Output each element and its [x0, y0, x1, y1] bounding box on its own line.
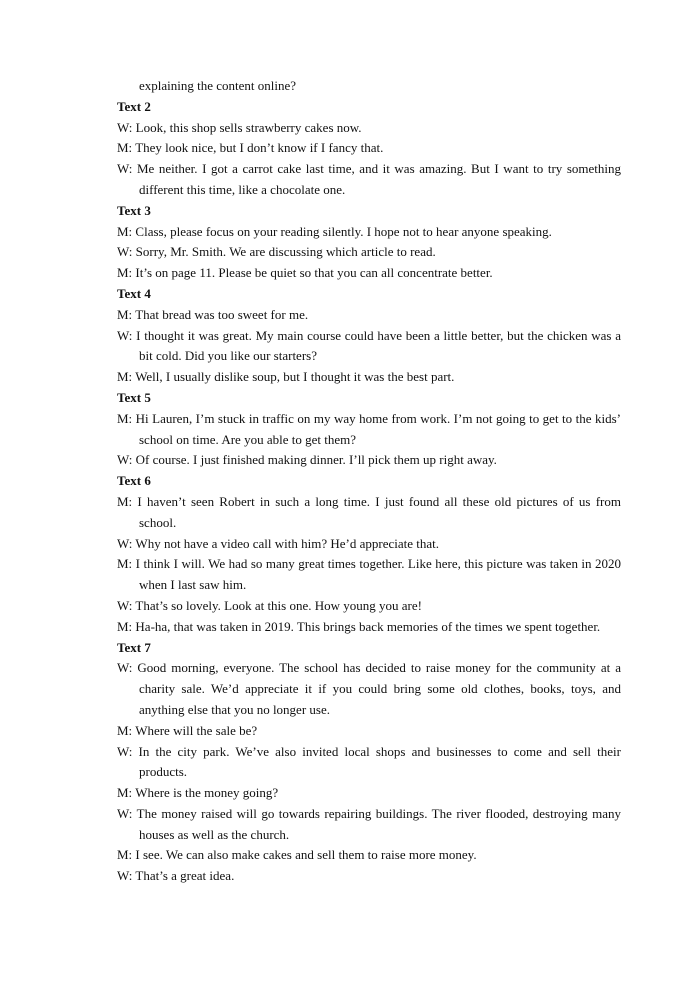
continuation-line: explaining the content online?	[139, 78, 297, 93]
dialogue-line	[117, 534, 621, 555]
dialogue-text: Hi Lauren, I’m stuck in traffic on my way home from work. I’m not going to get to the kids’ school on time. Are you able to get them?	[135, 410, 621, 447]
dialogue-line	[117, 783, 621, 804]
dialogue-line	[117, 617, 621, 638]
section-heading: Text 7	[117, 639, 151, 655]
document-page	[117, 76, 621, 887]
speaker-label: M:	[117, 410, 133, 426]
section-heading: Text 5	[117, 389, 151, 405]
dialogue-line	[117, 367, 621, 388]
dialogue-text: It’s on page 11. Please be quiet so that you can all concentrate better.	[135, 265, 493, 281]
speaker-label: M:	[117, 785, 133, 801]
dialogue-line	[117, 305, 621, 326]
speaker-label: W:	[117, 119, 133, 135]
speaker-label: W:	[117, 597, 133, 613]
dialogue-text: Me neither. I got a carrot cake last time, and it was amazing. But I want to try something different this time, like a chocolate one.	[136, 161, 622, 197]
dialogue-line	[117, 222, 621, 243]
dialogue-text: Class, please focus on your reading silently. I hope not to hear anyone speaking.	[135, 223, 552, 239]
dialogue-line	[117, 596, 621, 617]
dialogue-text: I think I will. We had so many great times together. Like here, this picture was taken in 2020 when I last saw him.	[135, 556, 622, 593]
dialogue-text: I see. We can also make cakes and sell them to raise more money.	[135, 847, 477, 863]
dialogue-text: Ha-ha, that was taken in 2019. This brings back memories of the times we spent together.	[135, 618, 601, 634]
speaker-label: W:	[117, 743, 133, 759]
speaker-label: W:	[117, 244, 133, 260]
dialogue-text: Well, I usually dislike soup, but I thought it was the best part.	[135, 369, 455, 385]
dialogue-text: That’s a great idea.	[135, 868, 235, 884]
dialogue-text: That’s so lovely. Look at this one. How young you are!	[135, 597, 422, 613]
dialogue-line	[117, 159, 621, 201]
speaker-label: M:	[117, 556, 133, 572]
dialogue-line	[117, 326, 621, 368]
dialogue-text: Where will the sale be?	[135, 722, 258, 738]
dialogue-line	[117, 554, 621, 596]
dialogue-line	[117, 242, 621, 263]
dialogue-line	[117, 721, 621, 742]
speaker-label: M:	[117, 847, 133, 863]
dialogue-text: The money raised will go towards repairing buildings. The river flooded, destroying many houses as well as the church.	[136, 805, 622, 842]
dialogue-line	[117, 450, 621, 471]
dialogue-text: Sorry, Mr. Smith. We are discussing which article to read.	[135, 244, 436, 260]
speaker-label: W:	[117, 452, 133, 468]
dialogue-line	[117, 658, 621, 720]
speaker-label: M:	[117, 306, 133, 322]
dialogue-line	[117, 118, 621, 139]
dialogue-line	[117, 845, 621, 866]
speaker-label: W:	[117, 535, 133, 551]
dialogue-text: Of course. I just finished making dinner. I’ll pick them up right away.	[135, 452, 497, 468]
dialogue-text: I haven’t seen Robert in such a long time. I just found all these old pictures of us from school.	[137, 493, 622, 530]
dialogue-text: That bread was too sweet for me.	[135, 306, 309, 322]
speaker-label: M:	[117, 223, 133, 239]
dialogue-text: Look, this shop sells strawberry cakes now.	[135, 119, 362, 135]
dialogue-line	[117, 866, 621, 887]
speaker-label: M:	[117, 493, 133, 509]
section-heading: Text 3	[117, 202, 151, 218]
dialogue-text: Why not have a video call with him? He’d appreciate that.	[135, 535, 439, 551]
speaker-label: W:	[117, 868, 133, 884]
speaker-label: W:	[117, 327, 133, 343]
dialogue-text: Good morning, everyone. The school has decided to raise money for the community at a charity sale. We’d appreciate it if you could bring some old clothes, books, toys, and anything else that you no longer use.	[137, 660, 621, 717]
speaker-label: M:	[117, 369, 133, 385]
dialogue-text: Where is the money going?	[135, 785, 279, 801]
dialogue-line	[117, 492, 621, 534]
speaker-label: W:	[117, 161, 133, 177]
speaker-label: M:	[117, 722, 133, 738]
dialogue-line	[117, 138, 621, 159]
speaker-label: W:	[117, 660, 133, 676]
dialogue-line	[117, 263, 621, 284]
speaker-label: M:	[117, 618, 133, 634]
speaker-label: M:	[117, 140, 133, 156]
speaker-label: M:	[117, 265, 133, 281]
section-heading: Text 2	[117, 98, 151, 114]
dialogue-text: They look nice, but I don’t know if I fancy that.	[135, 140, 384, 156]
dialogue-line	[117, 742, 621, 784]
section-heading: Text 6	[117, 473, 151, 489]
section-heading: Text 4	[117, 285, 151, 301]
dialogue-text: In the city park. We’ve also invited local shops and businesses to come and sell their products.	[138, 743, 621, 780]
dialogue-line	[117, 804, 621, 846]
dialogue-text: I thought it was great. My main course could have been a little better, but the chicken was a bit cold. Did you like our starters?	[136, 327, 621, 364]
transcript-sections	[117, 97, 621, 887]
dialogue-line	[117, 409, 621, 451]
speaker-label: W:	[117, 805, 133, 821]
